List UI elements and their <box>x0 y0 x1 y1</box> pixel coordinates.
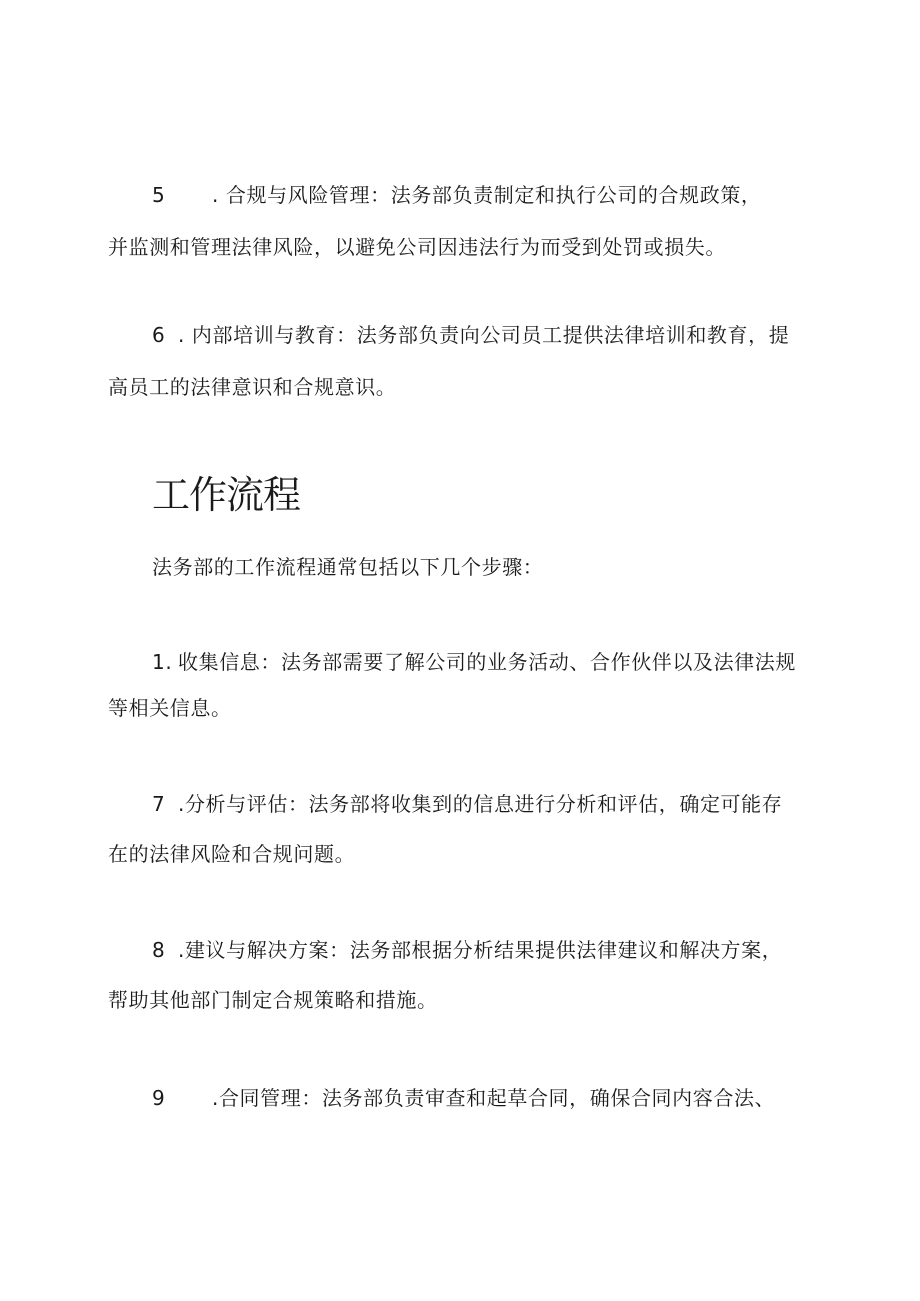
item-6-line-1 <box>152 321 789 349</box>
item-text: . 内部培训与教育：法务部负责向公司员工提供法律培训和教育，提 <box>178 323 790 347</box>
step-9-line-1 <box>152 1084 775 1112</box>
step-1-line-1 <box>152 648 796 676</box>
step-text: .建议与解决方案：法务部根据分析结果提供法律建议和解决方案， <box>178 938 783 962</box>
item-5-line-2: 并监测和管理法律风险，以避免公司因违法行为而受到处罚或损失。 <box>108 235 726 259</box>
step-8-line-1 <box>152 936 782 964</box>
step-number: 1. <box>152 650 173 674</box>
step-number: 7 <box>152 792 166 816</box>
item-number: 6 <box>152 323 166 347</box>
item-number: 5 <box>152 183 166 207</box>
step-text: .分析与评估：法务部将收集到的信息进行分析和评估，确定可能存 <box>178 792 783 816</box>
step-1-line-2: 等相关信息。 <box>108 696 232 720</box>
step-8-line-2: 帮助其他部门制定合规策略和措施。 <box>108 988 438 1012</box>
item-5-line-1 <box>152 181 762 209</box>
item-6-line-2: 高员工的法律意识和合规意识。 <box>108 375 397 399</box>
section-heading: 工作流程 <box>152 473 301 517</box>
step-7-line-1 <box>152 790 782 818</box>
step-text: .合同管理：法务部负责审查和起草合同，确保合同内容合法、 <box>212 1086 776 1110</box>
item-text: . 合规与风险管理：法务部负责制定和执行公司的合规政策， <box>212 183 762 207</box>
step-number: 8 <box>152 938 166 962</box>
step-number: 9 <box>152 1086 166 1110</box>
intro-text: 法务部的工作流程通常包括以下几个步骤： <box>152 555 544 579</box>
step-text: 收集信息：法务部需要了解公司的业务活动、合作伙伴以及法律法规 <box>178 650 796 674</box>
step-7-line-2: 在的法律风险和合规问题。 <box>108 842 356 866</box>
